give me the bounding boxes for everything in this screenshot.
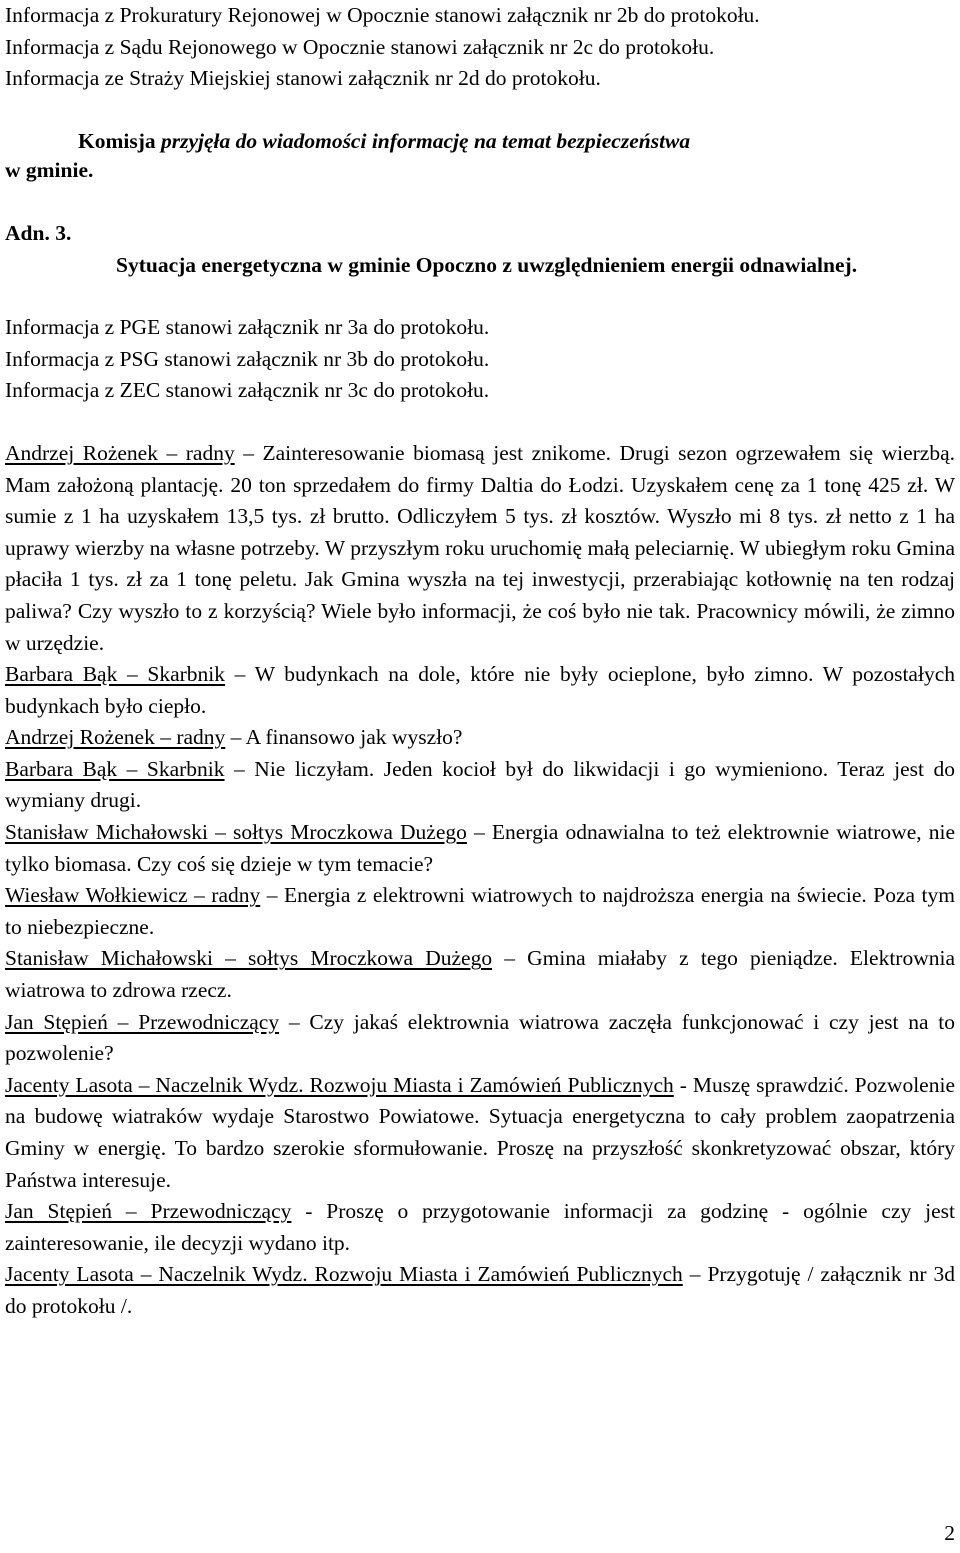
info-line: Informacja z PGE stanowi załącznik nr 3a do protokołu. — [5, 315, 490, 340]
speaker-name: Barbara Bąk – Skarbnik — [5, 756, 225, 781]
speech-text: Energia odnawialna to też elektrownie wiatrowe, nie tylko biomasa. Czy coś się dzieje w tym temacie? — [5, 820, 955, 876]
intro-line: Informacja ze Straży Miejskiej stanowi załącznik nr 2d do protokołu. — [5, 66, 601, 91]
discussion-entry: Wiesław Wołkiewicz – radny – Energia z elektrowni wiatrowych to najdroższa energia na świecie. Poza tym to niebezpieczne. — [5, 883, 955, 939]
speaker-name: Stanisław Michałowski – sołtys Mroczkowa Dużego — [5, 820, 467, 845]
speech-text: Muszę sprawdzić. Pozwolenie na budowę wiatraków wydaje Starostwo Powiatowe. Sytuacja energetyczna to cały problem zaopatrzenia Gminy w energię. To bardzo szerokie sformułowanie. Proszę na przyszłość skonkretyzować obszar, który Państwa interesuje. — [5, 1072, 955, 1192]
speaker-name: Barbara Bąk – Skarbnik — [5, 662, 226, 687]
section-number: Adn. 3. — [5, 220, 72, 245]
speaker-name: Wiesław Wołkiewicz – radny — [5, 883, 261, 908]
commission-lead: Komisja — [78, 128, 156, 153]
info-block — [5, 312, 955, 407]
commission-rest: przyjęła do wiadomości informację na temat bezpieczeństwa — [155, 128, 691, 153]
discussion-entry: Andrzej Rożenek – radny – A finansowo jak wyszło? — [5, 725, 463, 750]
discussion-entry: Jan Stępień – Przewodniczący - Proszę o przygotowanie informacji za godzinę - ogólnie czy jest zainteresowanie, ile decyzji wydano itp. — [5, 1199, 955, 1255]
commission-tail: w gminie. — [5, 158, 94, 183]
speech-text: Nie liczyłam. Jeden kocioł był do likwidacji i go wymieniono. Teraz jest do wymiany drugi. — [5, 756, 956, 813]
commission-statement — [5, 126, 955, 158]
speaker-name: Jacenty Lasota – Naczelnik Wydz. Rozwoju Miasta i Zamówień Publicznych — [5, 1262, 683, 1287]
discussion-entry: Barbara Bąk – Skarbnik – W budynkach na dole, które nie były ocieplone, było zimno. W pozostałych budynkach było ciepło. — [5, 662, 955, 718]
discussion-entry: Stanisław Michałowski – sołtys Mroczkowa Dużego – Gmina miałaby z tego pieniądze. Elektrownia wiatrowa to zdrowa rzecz. — [5, 946, 955, 1003]
section-title — [5, 250, 955, 282]
section-title-text: Sytuacja energetyczna w gminie Opoczno z uwzględnieniem energii odnawialnej. — [116, 252, 858, 277]
speaker-name: Jacenty Lasota – Naczelnik Wydz. Rozwoju Miasta i Zamówień Publicznych — [5, 1072, 674, 1097]
speech-text: Czy jakaś elektrownia wiatrowa zaczęła funkcjonować i czy jest na to pozwolenie? — [5, 1009, 955, 1066]
intro-line: Informacja z Prokuratury Rejonowej w Opocznie stanowi załącznik nr 2b do protokołu. — [5, 3, 760, 27]
discussion-block — [5, 438, 955, 1323]
speech-text: Przygotuję / załącznik nr 3d do protokołu /. — [5, 1262, 955, 1318]
speech-text: A finansowo jak wyszło? — [245, 725, 463, 750]
discussion-entry: Jacenty Lasota – Naczelnik Wydz. Rozwoju Miasta i Zamówień Publicznych – Przygotuję / załącznik nr 3d do protokołu /. — [5, 1262, 955, 1318]
discussion-entry: Jacenty Lasota – Naczelnik Wydz. Rozwoju Miasta i Zamówień Publicznych - Muszę sprawdzić. Pozwolenie na budowę wiatraków wydaje Starostwo Powiatowe. Sytuacja energetyczna to cały problem zaopatrzenia Gminy w energię. To bardzo szerokie sformułowanie. Proszę na przyszłość skonkretyzować obszar, który Państwa interesuje. — [5, 1072, 955, 1192]
page-number: 2 — [944, 1521, 955, 1545]
speech-text: Proszę o przygotowanie informacji za godzinę - ogólnie czy jest zainteresowanie, ile decyzji wydano itp. — [5, 1199, 955, 1255]
intro-line: Informacja z Sądu Rejonowego w Opocznie stanowi załącznik nr 2c do protokołu. — [5, 34, 715, 59]
speaker-name: Stanisław Michałowski – sołtys Mroczkowa Dużego — [5, 946, 493, 971]
speaker-name: Andrzej Rożenek – radny — [5, 725, 226, 750]
speech-text: Energia z elektrowni wiatrowych to najdroższa energia na świecie. Poza tym to niebezpieczne. — [5, 883, 955, 939]
discussion-entry: Andrzej Rożenek – radny – Zainteresowanie biomasą jest znikome. Drugi sezon ogrzewałem się wierzbą. Mam założoną plantację. 20 ton sprzedałem do firmy Daltia do Łodzi. Uzyskałem cenę za 1 tonę 425 zł. W sumie z 1 ha uzyskałem 13,5 tys. zł brutto. Odliczyłem 5 tys. zł kosztów. Wyszło mi 8 tys. zł netto z 1 ha uprawy wierzby na własne potrzeby. W przyszłym roku uruchomię małą peleciarnię. W ubiegłym roku Gmina płaciła 1 tys. zł za 1 tonę peletu. Jak Gmina wyszła na tej inwestycji, przerabiając kotłownię na ten rodzaj paliwa? Czy wyszło to z korzyścią? Wiele było informacji, że coś było nie tak. Pracownicy mówili, że zimno w urzędzie. — [5, 440, 956, 655]
speech-text: Zainteresowanie biomasą jest znikome. Drugi sezon ogrzewałem się wierzbą. Mam założoną plantację. 20 ton sprzedałem do firmy Daltia do Łodzi. Uzyskałem cenę za 1 tonę 425 zł. W sumie z 1 ha uzyskałem 13,5 tys. zł brutto. Odliczyłem 5 tys. zł kosztów. Wyszło mi 8 tys. zł netto z 1 ha uprawy wierzby na własne potrzeby. W przyszłym roku uruchomię małą peleciarnię. W ubiegłym roku Gmina płaciła 1 tys. zł za 1 tonę peletu. Jak Gmina wyszła na tej inwestycji, przerabiając kotłownię na ten rodzaj paliwa? Czy wyszło to z korzyścią? Wiele było informacji, że coś było nie tak. Pracownicy mówili, że zimno w urzędzie. — [5, 440, 956, 655]
speaker-name: Jan Stępień – Przewodniczący — [5, 1199, 292, 1224]
intro-block — [5, 0, 955, 95]
info-line: Informacja z PSG stanowi załącznik nr 3b do protokołu. — [5, 346, 490, 371]
document-page — [5, 0, 955, 1323]
speech-text: W budynkach na dole, które nie były ocieplone, było zimno. W pozostałych budynkach było ciepło. — [5, 662, 955, 718]
info-line: Informacja z ZEC stanowi załącznik nr 3c do protokołu. — [5, 378, 490, 403]
speaker-name: Andrzej Rożenek – radny — [5, 440, 235, 465]
discussion-entry: Jan Stępień – Przewodniczący – Czy jakaś elektrownia wiatrowa zaczęła funkcjonować i czy jest na to pozwolenie? — [5, 1009, 955, 1066]
discussion-entry: Barbara Bąk – Skarbnik – Nie liczyłam. Jeden kocioł był do likwidacji i go wymieniono. Teraz jest do wymiany drugi. — [5, 756, 956, 813]
speech-text: Gmina miałaby z tego pieniądze. Elektrownia wiatrowa to zdrowa rzecz. — [5, 946, 955, 1003]
discussion-entry: Stanisław Michałowski – sołtys Mroczkowa Dużego – Energia odnawialna to też elektrownie wiatrowe, nie tylko biomasa. Czy coś się dzieje w tym temacie? — [5, 820, 955, 876]
speaker-name: Jan Stępień – Przewodniczący — [5, 1009, 280, 1034]
